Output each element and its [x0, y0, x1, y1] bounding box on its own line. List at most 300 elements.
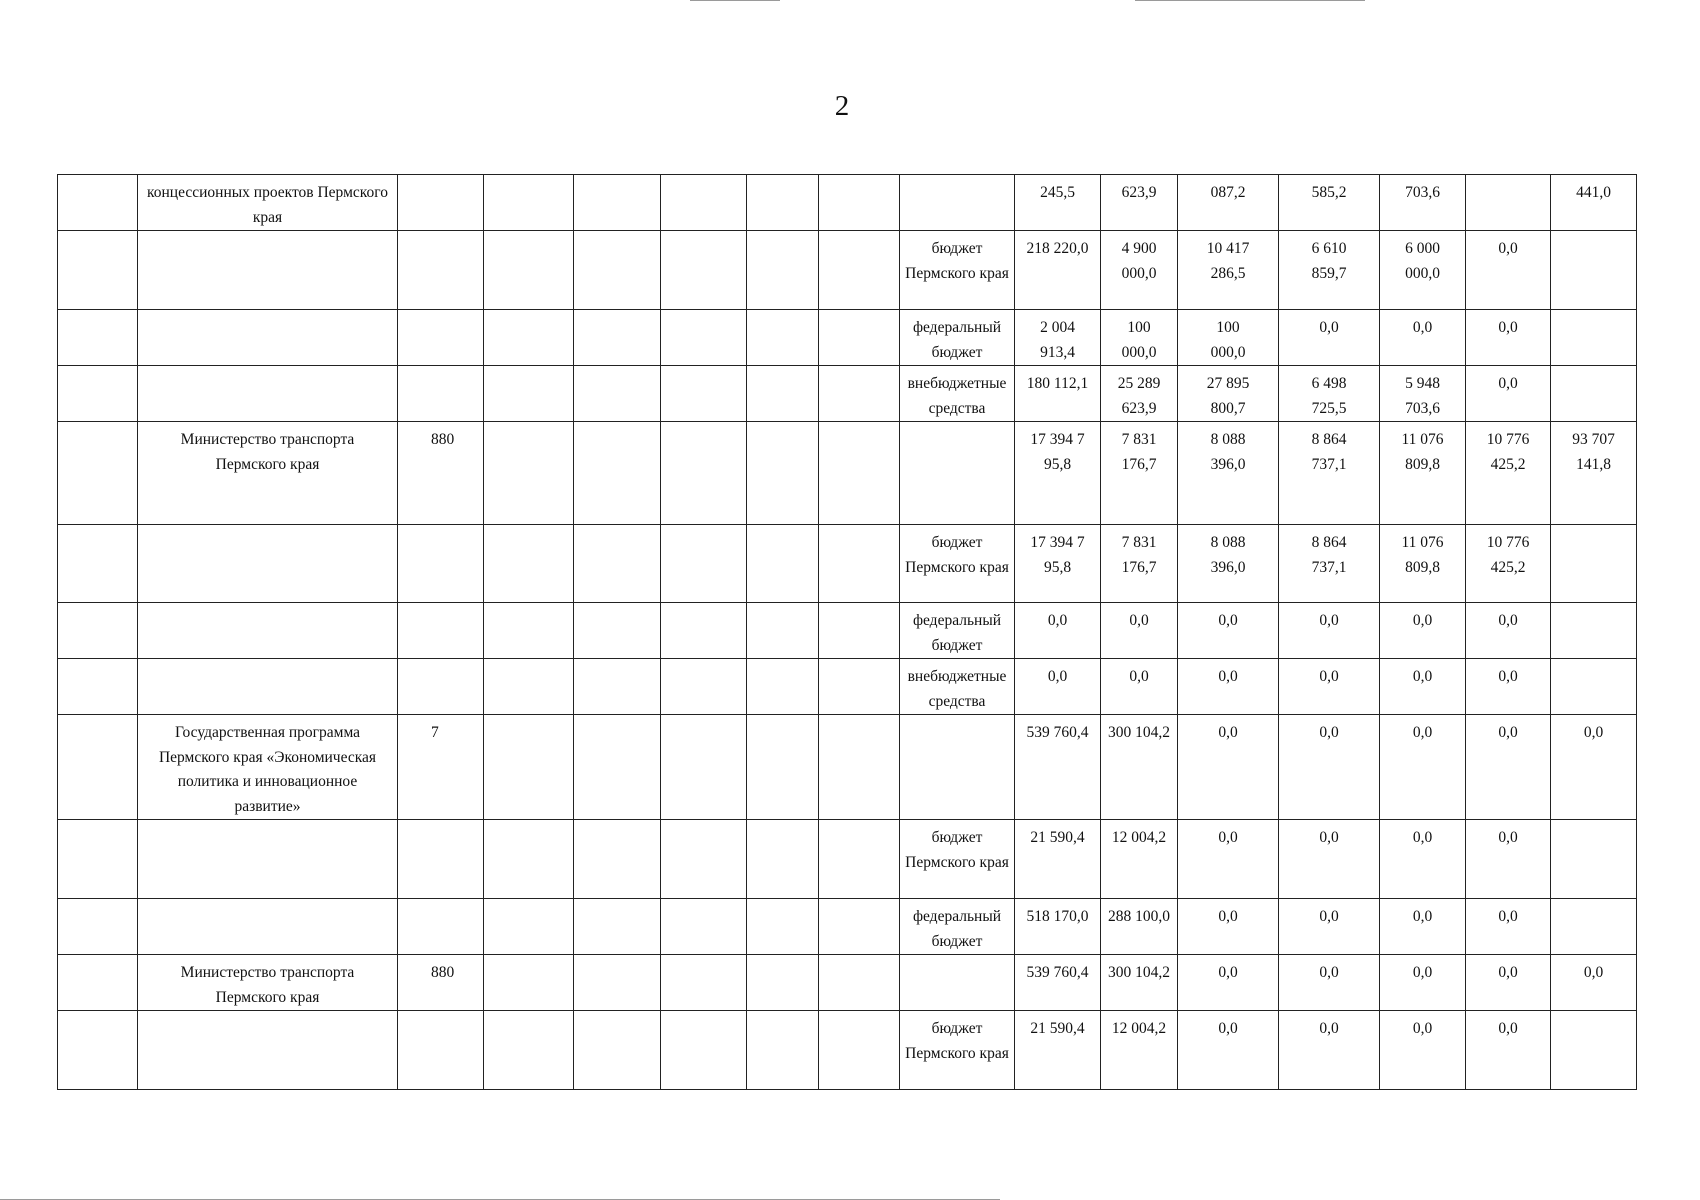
amount-text: 0,0	[1412, 668, 1433, 685]
amount-text: 27 895	[1206, 375, 1250, 392]
code-cell	[398, 1011, 484, 1090]
amount-text: 0,0	[1319, 908, 1339, 925]
classifier-cell	[819, 366, 900, 422]
amount-cell	[1380, 899, 1466, 955]
amount-text: 21 590,4	[1030, 1020, 1085, 1037]
classifier-cell	[574, 525, 661, 603]
classifier-cell	[661, 422, 747, 525]
amount-text: 0,0	[1218, 668, 1238, 685]
amount-cell	[1101, 422, 1178, 525]
amount-text: 725,5	[1311, 399, 1347, 417]
amount-cell	[1015, 310, 1101, 366]
amount-cell	[1178, 820, 1279, 899]
code-cell	[398, 310, 484, 366]
amount-cell	[1101, 820, 1178, 899]
table-row	[58, 310, 1637, 366]
amount-text: 0,0	[1583, 964, 1604, 981]
amount-cell	[1015, 715, 1101, 820]
program-name-cell	[138, 820, 398, 899]
amount-cell	[1178, 422, 1279, 525]
index-cell	[58, 231, 138, 310]
index-cell	[58, 603, 138, 659]
amount-cell	[1466, 899, 1551, 955]
program-name-cell	[138, 603, 398, 659]
amount-text: 0,0	[1498, 1020, 1518, 1037]
amount-cell	[1466, 1011, 1551, 1090]
classifier-cell	[484, 231, 574, 310]
code-cell	[398, 231, 484, 310]
amount-text: 8 864	[1311, 534, 1347, 551]
amount-text: 11 076	[1401, 431, 1444, 448]
amount-text: 0,0	[1412, 319, 1433, 336]
program-name-cell	[138, 899, 398, 955]
amount-text: 0,0	[1498, 724, 1518, 741]
classifier-cell	[819, 955, 900, 1011]
amount-cell	[1101, 603, 1178, 659]
table-row	[58, 175, 1637, 231]
table-row	[58, 525, 1637, 603]
amount-cell	[1551, 525, 1637, 603]
amount-text: 0,0	[1412, 829, 1433, 846]
amount-text: 6 610	[1311, 240, 1347, 257]
amount-text: 0,0	[1412, 964, 1433, 981]
amount-text: 180 112,1	[1026, 375, 1089, 392]
amount-cell	[1551, 659, 1637, 715]
classifier-cell	[574, 955, 661, 1011]
amount-cell	[1101, 659, 1178, 715]
amount-cell	[1380, 1011, 1466, 1090]
table-row	[58, 1011, 1637, 1090]
amount-cell	[1178, 366, 1279, 422]
amount-text: 809,8	[1405, 558, 1440, 576]
amount-cell	[1380, 422, 1466, 525]
classifier-cell	[747, 175, 819, 231]
classifier-cell	[484, 175, 574, 231]
amount-cell	[1279, 715, 1380, 820]
amount-cell	[1178, 1011, 1279, 1090]
budget-table-body	[58, 175, 1637, 1090]
amount-cell	[1101, 715, 1178, 820]
amount-text: 0,0	[1412, 724, 1433, 741]
amount-text: 0,0	[1047, 612, 1068, 629]
amount-text: 539 760,4	[1026, 964, 1089, 981]
classifier-cell	[661, 955, 747, 1011]
program-name-cell: концессионных проектов Пермского края	[138, 175, 398, 231]
classifier-cell	[661, 175, 747, 231]
index-cell	[58, 955, 138, 1011]
classifier-cell	[574, 899, 661, 955]
amount-cell	[1279, 603, 1380, 659]
classifier-cell	[574, 366, 661, 422]
amount-text: 425,2	[1490, 558, 1526, 576]
program-name-cell	[138, 1011, 398, 1090]
program-name-cell	[138, 231, 398, 310]
amount-text: 17 394 7	[1030, 431, 1085, 448]
amount-text: 100	[1216, 319, 1240, 336]
amount-cell	[1380, 175, 1466, 231]
amount-cell	[1178, 231, 1279, 310]
amount-text: 425,2	[1490, 455, 1526, 473]
amount-text: 12 004,2	[1111, 829, 1167, 846]
funding-source-cell	[900, 715, 1015, 820]
classifier-cell	[484, 603, 574, 659]
classifier-cell	[574, 422, 661, 525]
amount-text: 396,0	[1210, 558, 1246, 576]
amount-cell	[1178, 603, 1279, 659]
amount-cell	[1178, 175, 1279, 231]
amount-text: 93 707	[1572, 431, 1615, 448]
classifier-cell	[819, 1011, 900, 1090]
scan-edge-line	[690, 0, 780, 1]
classifier-cell	[484, 1011, 574, 1090]
classifier-cell	[574, 603, 661, 659]
index-cell	[58, 1011, 138, 1090]
classifier-cell	[747, 820, 819, 899]
amount-text: 0,0	[1498, 668, 1518, 685]
classifier-cell	[819, 659, 900, 715]
amount-cell	[1380, 525, 1466, 603]
amount-text: 0,0	[1319, 724, 1339, 741]
classifier-cell	[484, 820, 574, 899]
table-row	[58, 422, 1637, 525]
table-row	[58, 603, 1637, 659]
amount-cell	[1380, 659, 1466, 715]
funding-source-cell: федеральный бюджет	[900, 603, 1015, 659]
code-cell: 880	[398, 422, 484, 525]
amount-text: 12 004,2	[1111, 1020, 1167, 1037]
code-cell	[398, 603, 484, 659]
funding-source-cell: федеральный бюджет	[900, 310, 1015, 366]
amount-text: 087,2	[1210, 184, 1246, 201]
amount-cell	[1466, 955, 1551, 1011]
table-row	[58, 899, 1637, 955]
amount-cell	[1466, 659, 1551, 715]
classifier-cell	[661, 899, 747, 955]
amount-cell	[1101, 366, 1178, 422]
amount-cell	[1279, 820, 1380, 899]
code-cell	[398, 366, 484, 422]
amount-text: 703,6	[1405, 399, 1440, 417]
amount-cell	[1279, 310, 1380, 366]
classifier-cell	[661, 715, 747, 820]
amount-text: 0,0	[1129, 668, 1149, 685]
amount-text: 800,7	[1210, 399, 1246, 417]
amount-cell	[1178, 525, 1279, 603]
program-name-cell: Министерство транспорта Пермского края	[138, 422, 398, 525]
amount-cell	[1178, 659, 1279, 715]
amount-text: 0,0	[1498, 240, 1518, 257]
code-cell: 880	[398, 955, 484, 1011]
classifier-cell	[484, 422, 574, 525]
amount-text: 0,0	[1412, 908, 1433, 925]
amount-cell	[1466, 603, 1551, 659]
classifier-cell	[819, 231, 900, 310]
amount-cell	[1101, 525, 1178, 603]
amount-cell	[1551, 899, 1637, 955]
amount-cell	[1101, 310, 1178, 366]
scan-edge-line	[1135, 0, 1365, 1]
code-cell	[398, 525, 484, 603]
program-name-cell	[138, 525, 398, 603]
funding-source-cell: бюджет Пермского края	[900, 820, 1015, 899]
classifier-cell	[661, 659, 747, 715]
amount-cell	[1279, 1011, 1380, 1090]
amount-text: 0,0	[1218, 829, 1238, 846]
amount-cell	[1101, 1011, 1178, 1090]
classifier-cell	[484, 955, 574, 1011]
amount-text: 95,8	[1043, 455, 1072, 473]
amount-text: 0,0	[1412, 612, 1433, 629]
budget-table	[57, 174, 1637, 1090]
amount-text: 4 900	[1121, 240, 1157, 257]
classifier-cell	[747, 955, 819, 1011]
classifier-cell	[484, 659, 574, 715]
classifier-cell	[574, 820, 661, 899]
amount-text: 0,0	[1412, 1020, 1433, 1037]
amount-text: 0,0	[1498, 908, 1518, 925]
amount-text: 0,0	[1218, 964, 1238, 981]
amount-text: 0,0	[1319, 612, 1339, 629]
classifier-cell	[747, 659, 819, 715]
amount-text: 218 220,0	[1026, 240, 1089, 257]
amount-text: 913,4	[1040, 343, 1075, 361]
amount-text: 0,0	[1498, 375, 1518, 392]
classifier-cell	[747, 422, 819, 525]
amount-cell	[1015, 175, 1101, 231]
amount-text: 176,7	[1121, 455, 1157, 473]
amount-text: 000,0	[1121, 264, 1157, 282]
classifier-cell	[747, 525, 819, 603]
amount-text: 10 776	[1486, 431, 1530, 448]
classifier-cell	[661, 1011, 747, 1090]
funding-source-cell	[900, 955, 1015, 1011]
amount-cell	[1551, 175, 1637, 231]
amount-text: 0,0	[1218, 1020, 1238, 1037]
amount-text: 809,8	[1405, 455, 1440, 473]
classifier-cell	[484, 310, 574, 366]
classifier-cell	[747, 310, 819, 366]
funding-source-cell: внебюджетные средства	[900, 659, 1015, 715]
amount-cell	[1279, 231, 1380, 310]
classifier-cell	[574, 1011, 661, 1090]
index-cell	[58, 899, 138, 955]
amount-text: 737,1	[1311, 455, 1347, 473]
amount-cell	[1015, 659, 1101, 715]
amount-cell	[1178, 955, 1279, 1011]
program-name-cell	[138, 310, 398, 366]
classifier-cell	[819, 525, 900, 603]
amount-text: 623,9	[1121, 399, 1157, 417]
amount-cell	[1101, 899, 1178, 955]
classifier-cell	[661, 231, 747, 310]
amount-text: 2 004	[1040, 319, 1075, 336]
amount-text: 623,9	[1121, 184, 1157, 201]
funding-source-cell: бюджет Пермского края	[900, 231, 1015, 310]
classifier-cell	[661, 525, 747, 603]
amount-text: 0,0	[1319, 1020, 1339, 1037]
amount-text: 245,5	[1040, 184, 1075, 201]
amount-text: 8 088	[1210, 534, 1246, 551]
amount-text: 6 498	[1311, 375, 1347, 392]
amount-cell	[1551, 310, 1637, 366]
index-cell	[58, 422, 138, 525]
amount-text: 441,0	[1576, 184, 1611, 201]
code-cell	[398, 899, 484, 955]
classifier-cell	[747, 603, 819, 659]
amount-text: 7 831	[1121, 534, 1157, 551]
amount-cell	[1466, 422, 1551, 525]
classifier-cell	[661, 603, 747, 659]
classifier-cell	[747, 899, 819, 955]
amount-cell	[1178, 310, 1279, 366]
amount-text: 0,0	[1498, 612, 1518, 629]
amount-text: 0,0	[1583, 724, 1604, 741]
table-row	[58, 820, 1637, 899]
amount-cell	[1178, 715, 1279, 820]
amount-cell	[1015, 525, 1101, 603]
amount-cell	[1178, 899, 1279, 955]
amount-cell	[1466, 820, 1551, 899]
funding-source-cell: бюджет Пермского края	[900, 525, 1015, 603]
amount-cell	[1101, 175, 1178, 231]
amount-text: 8 088	[1210, 431, 1246, 448]
table-row	[58, 231, 1637, 310]
classifier-cell	[747, 1011, 819, 1090]
classifier-cell	[574, 310, 661, 366]
code-cell: 7	[398, 715, 484, 820]
amount-text: 0,0	[1319, 668, 1339, 685]
table-row	[58, 366, 1637, 422]
classifier-cell	[484, 715, 574, 820]
amount-cell	[1279, 899, 1380, 955]
amount-text: 000,0	[1405, 264, 1440, 282]
amount-text: 100	[1127, 319, 1151, 336]
amount-cell	[1380, 955, 1466, 1011]
amount-cell	[1551, 231, 1637, 310]
classifier-cell	[747, 715, 819, 820]
amount-cell	[1551, 1011, 1637, 1090]
amount-text: 0,0	[1498, 829, 1518, 846]
classifier-cell	[819, 175, 900, 231]
program-name-cell: Государственная программа Пермского края «Экономическая политика и инновационное развитие»	[138, 715, 398, 820]
table-row	[58, 715, 1637, 820]
amount-cell	[1015, 1011, 1101, 1090]
amount-cell	[1015, 422, 1101, 525]
amount-cell	[1380, 715, 1466, 820]
amount-text: 737,1	[1311, 558, 1347, 576]
amount-cell	[1466, 231, 1551, 310]
amount-cell	[1380, 310, 1466, 366]
amount-cell	[1279, 525, 1380, 603]
amount-text: 10 417	[1206, 240, 1250, 257]
program-name-cell	[138, 366, 398, 422]
amount-text: 000,0	[1121, 343, 1157, 361]
funding-source-cell: внебюджетные средства	[900, 366, 1015, 422]
amount-text: 585,2	[1311, 184, 1347, 201]
index-cell	[58, 310, 138, 366]
classifier-cell	[661, 366, 747, 422]
amount-text: 288 100,0	[1108, 908, 1170, 925]
classifier-cell	[484, 366, 574, 422]
amount-cell	[1015, 603, 1101, 659]
classifier-cell	[747, 231, 819, 310]
classifier-cell	[574, 231, 661, 310]
amount-text: 396,0	[1210, 455, 1246, 473]
amount-text: 518 170,0	[1026, 908, 1089, 925]
amount-cell	[1380, 231, 1466, 310]
amount-text: 0,0	[1218, 724, 1238, 741]
amount-cell	[1279, 955, 1380, 1011]
amount-text: 300 104,2	[1108, 964, 1170, 981]
amount-text: 5 948	[1405, 375, 1440, 392]
index-cell	[58, 715, 138, 820]
classifier-cell	[819, 422, 900, 525]
amount-cell	[1279, 422, 1380, 525]
index-cell	[58, 820, 138, 899]
amount-text: 0,0	[1218, 612, 1238, 629]
index-cell	[58, 525, 138, 603]
amount-text: 21 590,4	[1030, 829, 1085, 846]
amount-cell	[1466, 175, 1551, 231]
amount-cell	[1466, 310, 1551, 366]
funding-source-cell: бюджет Пермского края	[900, 1011, 1015, 1090]
index-cell	[58, 366, 138, 422]
amount-text: 17 394 7	[1030, 534, 1085, 551]
amount-text: 0,0	[1319, 829, 1339, 846]
code-cell	[398, 820, 484, 899]
amount-text: 0,0	[1498, 319, 1518, 336]
classifier-cell	[574, 715, 661, 820]
classifier-cell	[819, 899, 900, 955]
amount-text: 176,7	[1121, 558, 1157, 576]
program-name-cell: Министерство транспорта Пермского края	[138, 955, 398, 1011]
program-name-cell	[138, 659, 398, 715]
amount-cell	[1015, 899, 1101, 955]
classifier-cell	[484, 525, 574, 603]
table-row	[58, 659, 1637, 715]
amount-cell	[1466, 715, 1551, 820]
amount-cell	[1015, 231, 1101, 310]
classifier-cell	[661, 820, 747, 899]
amount-cell	[1551, 715, 1637, 820]
amount-text: 10 776	[1486, 534, 1530, 551]
amount-cell	[1279, 175, 1380, 231]
amount-text: 95,8	[1043, 558, 1072, 576]
table-row	[58, 955, 1637, 1011]
amount-cell	[1551, 820, 1637, 899]
amount-cell	[1551, 603, 1637, 659]
amount-cell	[1015, 366, 1101, 422]
amount-text: 141,8	[1576, 455, 1611, 473]
classifier-cell	[661, 310, 747, 366]
funding-source-cell	[900, 175, 1015, 231]
classifier-cell	[574, 175, 661, 231]
classifier-cell	[747, 366, 819, 422]
code-cell	[398, 175, 484, 231]
amount-text: 0,0	[1129, 612, 1149, 629]
classifier-cell	[819, 310, 900, 366]
amount-cell	[1551, 955, 1637, 1011]
classifier-cell	[819, 715, 900, 820]
amount-cell	[1466, 525, 1551, 603]
amount-text: 0,0	[1047, 668, 1068, 685]
amount-text: 0,0	[1319, 964, 1339, 981]
amount-cell	[1380, 820, 1466, 899]
funding-source-cell	[900, 422, 1015, 525]
amount-cell	[1551, 422, 1637, 525]
amount-text: 11 076	[1401, 534, 1444, 551]
classifier-cell	[574, 659, 661, 715]
